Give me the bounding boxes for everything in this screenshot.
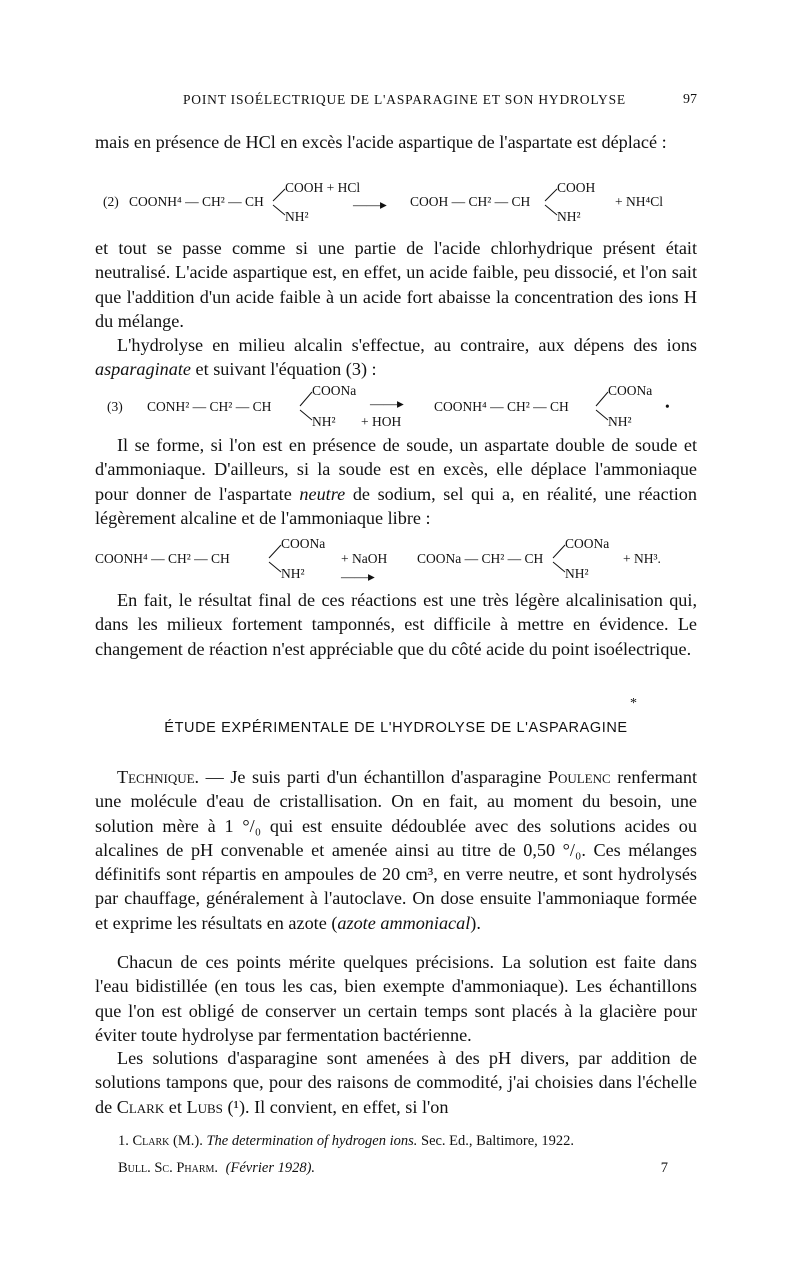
footnote-author: Clark (132, 1133, 170, 1149)
equation-3-right-top: COONa (608, 383, 653, 398)
equation-2-extra: + NH⁴Cl (615, 194, 663, 209)
equation-2 (95, 175, 705, 225)
equation-4-extra: + NH³. (623, 551, 661, 566)
paragraph-8-text-a: Les solutions d'asparagine sont amenées à des pH divers, par addition de solutions tampons que, pour des raisons de commodité, j'ai choisies dans l'échelle de (95, 1048, 697, 1117)
footnote-title: The determination of hydrogen ions. (206, 1133, 418, 1149)
paragraph-6-italic: azote ammoniacal (337, 912, 471, 933)
equation-3-right-main: COONH⁴ — CH² — CH (434, 399, 569, 414)
footnote-edition: Sec. Ed., Baltimore, 1922. (417, 1133, 575, 1149)
equation-3-end: • (665, 399, 670, 414)
journal-abbrev: Bull. Sc. Pharm. (118, 1160, 219, 1176)
paragraph-5-text: En fait, le résultat final de ces réactions est une très légère alcalinisation qui, dans les milieux fortement tamponnés, est difficile à mettre en évidence. Le changement de réaction n'est appréciable que du côté acide du point isoélectrique. (95, 590, 697, 659)
equation-2-right-main: COOH — CH² — CH (410, 194, 531, 209)
paragraph-6-text-b: renfermant une molécule d'eau de cristallisation. On en fait, au moment du besoin, une solution mère à 1 °/₀ qui est ensuite dédoublée avec des solutions acides ou alcalines de pH convenable et amenée ainsi au titre de 0,50 °/₀. Ces mélanges définitifs sont répartis en ampoules de 20 cm³, en verre neutre, et sont hydrolysés par chauffage, généralement à l'autoclave. On dose ensuite l'ammoniaque formée et exprime les résultats en azote ( (95, 767, 697, 933)
paragraph-2 (95, 236, 697, 333)
paragraph-1-text: mais en présence de HCl en excès l'acide aspartique de l'aspartate est déplacé : (95, 132, 667, 152)
equation-4-left-top: COONa (281, 536, 326, 551)
equation-4-left-main: COONH⁴ — CH² — CH (95, 551, 230, 566)
paragraph-6-text-a: . — Je suis parti d'un échantillon d'asparagine (194, 767, 548, 787)
paragraph-6-smallcaps-2: Poulenc (547, 767, 611, 787)
equation-3-left-main: CONH² — CH² — CH (147, 399, 272, 414)
equation-2-number: (2) (103, 194, 119, 209)
paragraph-3-text-b: et suivant l'équation (3) : (191, 359, 377, 380)
paragraph-8-smallcaps-2: Lubs (186, 1096, 223, 1117)
footnote (118, 1133, 698, 1150)
journal-date: (Février 1928). (225, 1160, 316, 1176)
running-title: POINT ISOÉLECTRIQUE DE L'ASPARAGINE ET SON HYDROLYSE (183, 92, 626, 107)
paragraph-3 (95, 333, 697, 382)
equation-3-number: (3) (107, 399, 123, 414)
equation-4-arrow: ——▸ (341, 569, 375, 584)
equation-3-left-top: COONa (312, 383, 357, 398)
paragraph-4 (95, 433, 697, 530)
equation-2-right-bottom: NH² (557, 209, 581, 224)
running-header (95, 92, 697, 112)
equation-4-left-bottom: NH² (281, 566, 305, 581)
sheet-number: 7 (660, 1160, 668, 1176)
paragraph-4-text-b: de sodium, sel qui a, en réalité, une réaction légèrement alcaline et de l'ammoniaque libre : (95, 483, 697, 528)
paragraph-6-smallcaps-1: Technique (117, 767, 195, 787)
paragraph-1 (95, 130, 697, 154)
equation-3 (95, 380, 705, 432)
equation-3-branch-lines (95, 380, 705, 432)
equation-2-branch-lines (95, 175, 705, 225)
paragraph-4-italic: neutre (299, 483, 346, 504)
footnote-number: 1. (118, 1133, 133, 1149)
paragraph-7 (95, 950, 697, 1047)
paragraph-4-text-a: Il se forme, si l'on est en présence de soude, un aspartate double de soude et d'ammoniaque. D'ailleurs, si la soude est en excès, elle déplace l'ammoniaque pour donner de l'aspartate (95, 435, 697, 504)
paragraph-5 (95, 588, 697, 661)
equation-4-right-bottom: NH² (565, 566, 589, 581)
ornament-star: * (630, 696, 637, 711)
paragraph-8-smallcaps-1: Clark (116, 1096, 165, 1117)
footnote-initial: (M.). (169, 1133, 207, 1149)
equation-2-right-top: COOH (557, 180, 596, 195)
equation-4-reagent: + NaOH (341, 551, 388, 566)
paragraph-8 (95, 1046, 697, 1119)
paragraph-8-text-b: et (164, 1096, 187, 1117)
paragraph-3-italic: asparaginate (95, 359, 191, 380)
paragraph-6 (95, 765, 697, 935)
equation-3-right-bottom: NH² (608, 414, 632, 429)
equation-4-right-top: COONa (565, 536, 610, 551)
equation-4 (95, 534, 705, 586)
paragraph-7-text: Chacun de ces points mérite quelques précisions. La solution est faite dans l'eau bidistillée (en tous les cas, bien exempte d'ammoniaque). Les échantillons que l'on est obligé de conserver un certain temps sont placés à la glacière pour éviter toute hydrolyse par fermentation bactérienne. (95, 952, 697, 1045)
section-heading: ÉTUDE EXPÉRIMENTALE DE L'HYDROLYSE DE L'ASPARAGINE (164, 720, 628, 736)
paragraph-2-text: et tout se passe comme si une partie de l'acide chlorhydrique présent était neutralisé. L'acide aspartique est, en effet, un acide faible, peu dissocié, et l'on sait que l'addition d'un acide faible à un acide fort abaisse la concentration des ions H du mélange. (95, 238, 697, 331)
paragraph-3-text-a: L'hydrolyse en milieu alcalin s'effectue, au contraire, aux dépens des ions (117, 335, 697, 355)
equation-2-left-bottom: NH² (285, 209, 309, 224)
equation-2-arrow: ——▸ (353, 197, 387, 212)
paragraph-8-text-c: (¹). Il convient, en effet, si l'on (222, 1096, 449, 1117)
signature-line (118, 1160, 698, 1177)
equation-3-left-bottom: NH² (312, 414, 336, 429)
equation-3-arrow: ——▸ (370, 396, 404, 411)
paragraph-6-text-c: ). (470, 912, 481, 933)
equation-3-below-arrow: + HOH (361, 414, 402, 429)
equation-2-left-main: COONH⁴ — CH² — CH (129, 194, 264, 209)
equation-4-branch-lines (95, 534, 705, 586)
equation-4-right-main: COONa — CH² — CH (417, 551, 544, 566)
equation-2-left-top: COOH + HCl (285, 180, 361, 195)
page-number: 97 (683, 92, 697, 107)
